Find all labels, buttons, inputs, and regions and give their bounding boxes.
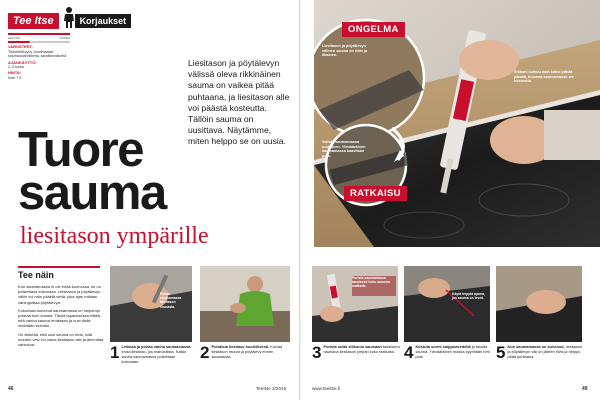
step-2-number: 2: [200, 343, 210, 362]
step-4-illustration: [404, 266, 490, 342]
right-site: [312, 386, 340, 391]
lead-paragraph: Liesitason ja pöytälevyn välissä oleva rikkinäinen sauma on vaikea pitää puhtaana, ja liesitason alle voi päästä kosteutta. Tällöin sauma on uusittava. Näytämme, miten helppo se on uusia.: [188, 58, 290, 147]
step-4-number: 4: [404, 343, 414, 362]
step-3-title: Purista uutta silikonia saumaan: [323, 344, 382, 349]
step-1-caption: [110, 345, 194, 365]
website-url: www.teeitse.fi: [312, 386, 341, 391]
howto-heading-bar: [18, 266, 100, 280]
scale-low-label: HELPPO: [8, 36, 21, 40]
step-3-text: tasaisena nauhana liesitason ympäri koko matkalta.: [323, 344, 400, 354]
solution-callout: RATKAISU: [344, 186, 407, 201]
info-box: [8, 33, 70, 95]
headline-subtitle: liesitason ympärille: [20, 223, 209, 249]
step-4-inset-note: Käytä teippiä apuna, jos sauma on leveä.: [452, 292, 485, 301]
step-4-title: Kostuta sormi saippuavedellä: [415, 344, 471, 349]
step-5-text: liesitason ja pöytälevyn väli on jälleen tiivis ja helppo pitää puhtaana.: [507, 344, 583, 359]
step-3-inset-note: Purista saumamassa tasaisesti koko sauman matkalle.: [352, 276, 391, 289]
step-5-illustration: [496, 266, 582, 342]
step-1-title: Leikkaa ja poista vanha saumamassa.: [121, 344, 192, 349]
left-page-number: 46: [8, 386, 14, 392]
step-5-number: 5: [496, 343, 506, 362]
price-text: Noin 7 €: [8, 75, 22, 80]
tools-text: Tiivistettäkyyny, kumimaalari, saumaustarvikkeita, sandkiinnikkeitä: [8, 49, 67, 59]
issue-number: 2/2015: [272, 386, 287, 391]
headline-line-2: sauma: [18, 166, 166, 220]
step-2-text: Kuivaa liesitason reunat ja pöytälevy ennen saumausta.: [211, 344, 283, 359]
headline-line-1: Tuore: [18, 123, 143, 177]
hero-photo-illustration: [314, 0, 600, 247]
section-header: [8, 12, 131, 30]
hero-photo: [314, 0, 600, 247]
howto-paragraph: Kokonaan kuivunut saumamassa on helpompi poistaa kuin kostea. Tässä tapauksessa riittää, että vanha sauma irrotetaan ja uusi tilalle vedetään kerralla.: [18, 307, 101, 329]
step-1-photo: [110, 266, 192, 342]
tools-heading: VARUSTEET:: [8, 44, 33, 50]
step-2-title: Puhdista liesitaso huolellisesti.: [211, 344, 270, 349]
time-text: 2–3 tuntia: [8, 65, 24, 70]
step-4-caption: [404, 345, 492, 360]
solution-note: Vaihda saumamassa uudelleen. Ylimääräinen saumamassa kaavitaan pois.: [322, 140, 366, 158]
howto-paragraph: On tärkeää, että uusi sauma on tiivis, sillä muuten vesi voi valua liesitason alle ja aiheuttaa vahinkoa.: [18, 331, 104, 348]
step-2-photo: [200, 266, 290, 342]
step-2-caption: [200, 345, 292, 360]
problem-note: Liesitason ja pöytälevyn välinen sauma on rikki ja likainen.: [322, 44, 367, 58]
step-5-caption: [496, 345, 584, 360]
step-3-caption: [312, 345, 400, 360]
problem-callout: ONGELMA: [342, 22, 405, 37]
step-2-illustration: [200, 266, 290, 342]
page-gutter: [299, 0, 301, 400]
difficulty-bar: [8, 41, 70, 43]
step-3-photo: [312, 266, 398, 342]
step-4-text: ja tasoita sauma. Ylimääräinen massa pyyhitään heti pois.: [415, 344, 490, 359]
howto-paragraph: Kun saumamassa ei ole enää kunnossa, se on poistettava kokonaan. Liesitason ja pöytälevyn väliin voi näin päästä vettä, joka ajan mittaan vahingoittaa pöytälevyä.: [18, 284, 101, 305]
howto-body: [18, 284, 104, 350]
brand-label: Tee Itse: [8, 13, 59, 29]
howto-title: Tee näin: [18, 270, 54, 280]
left-magazine-info: [256, 386, 286, 391]
step-4-photo: [404, 266, 490, 342]
scale-high-label: VAIKEA: [59, 36, 70, 40]
side-note: Silikoni kuivuu noin kaksi pitkää päivää, huomaa saumamassa vie kosteutta.: [514, 70, 574, 84]
magazine-name: TeeItse: [256, 386, 271, 391]
right-folio: [582, 386, 588, 392]
step-5-photo: [496, 266, 582, 342]
step-5-title: Kun saumamassa on kuivunut,: [507, 344, 565, 349]
category-label: Korjaukset: [75, 14, 132, 28]
price-heading: HINTA:: [8, 70, 22, 76]
step-1-inset-note: Poista saumamassa liesitason reunasta.: [160, 292, 182, 309]
step-1-number: 1: [110, 343, 120, 362]
step-3-number: 3: [312, 343, 322, 362]
left-folio: [8, 386, 14, 392]
step-1-text: Irrota liesitaso, jos mahdollista. Kaikki vanha saumamassa poistetaan kokonaan.: [121, 348, 187, 364]
time-heading: AJANKÄYTTÖ:: [8, 59, 37, 65]
right-page-number: 49: [582, 386, 588, 392]
difficulty-scale: [8, 36, 70, 40]
